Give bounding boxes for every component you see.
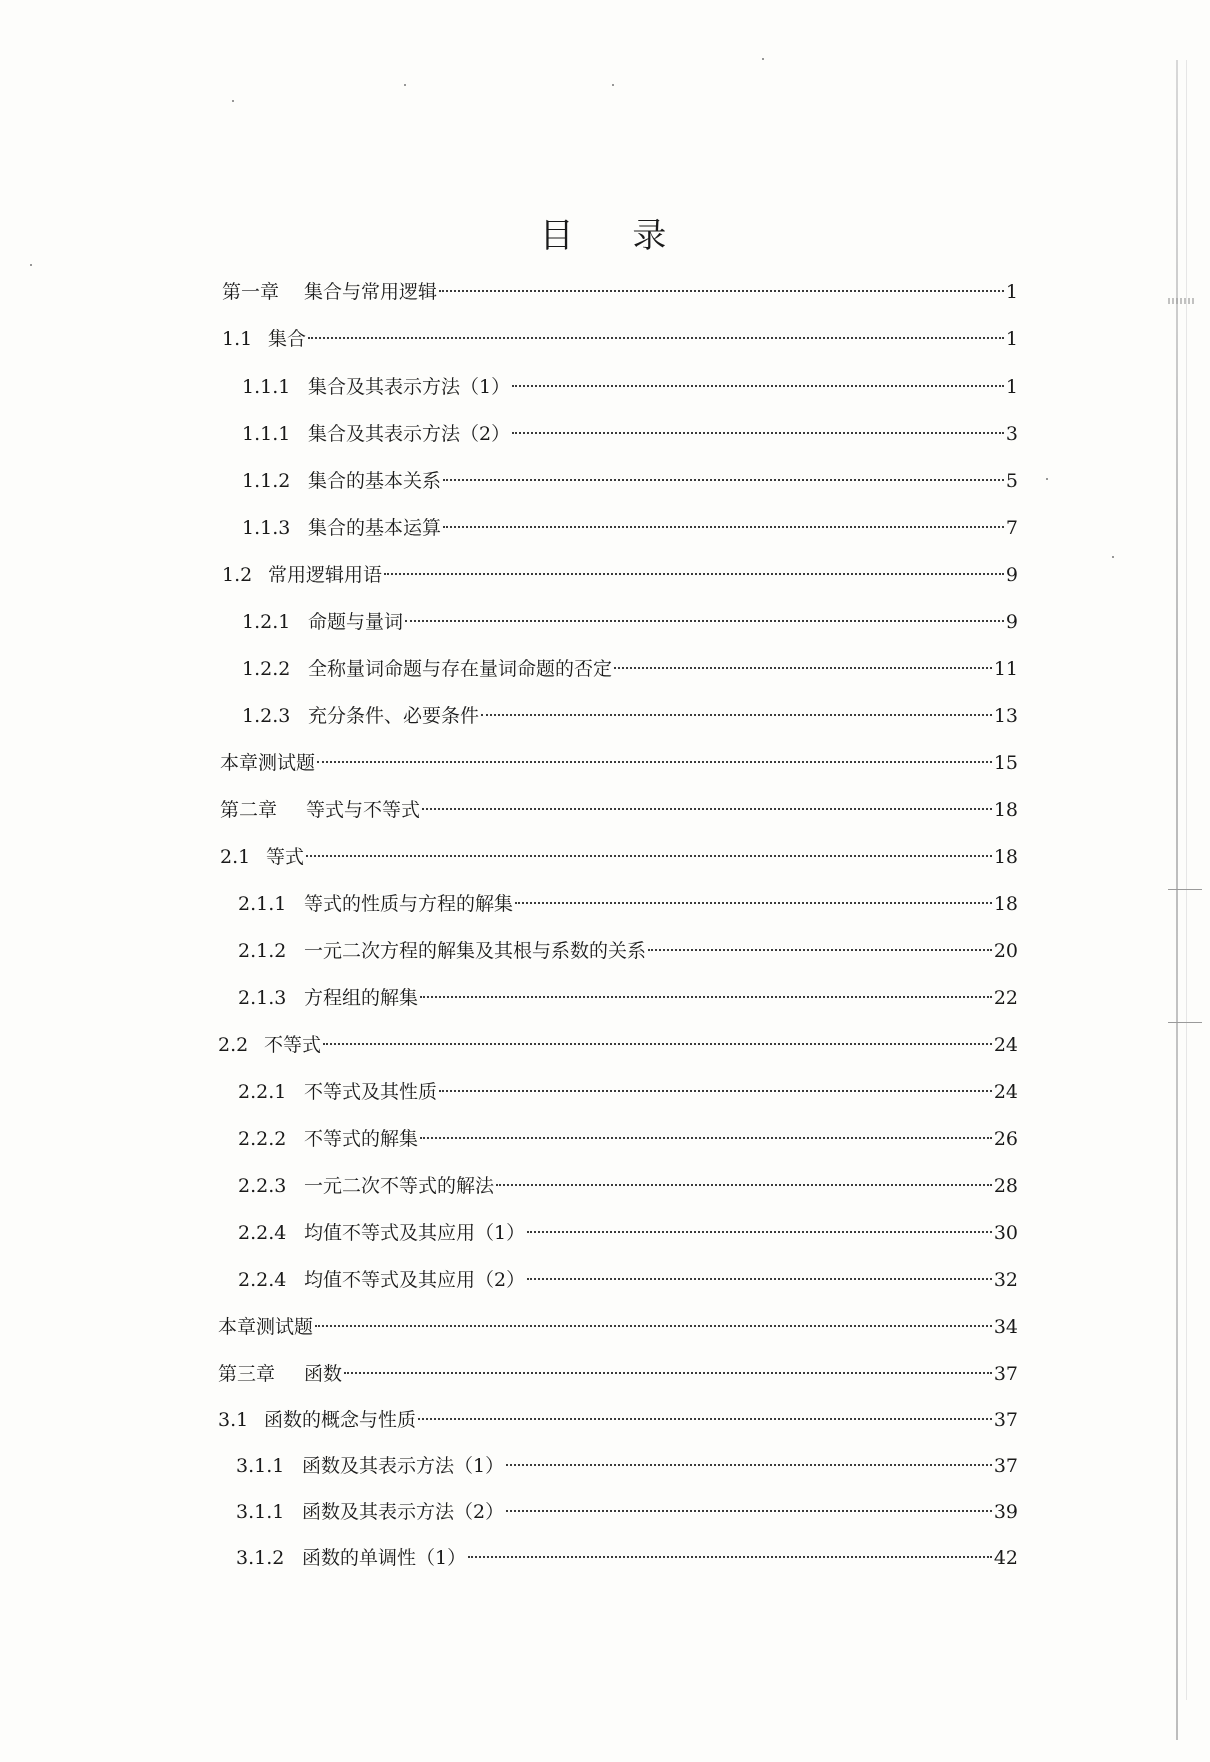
toc-entry: [236, 1498, 1018, 1526]
dot-leader: [418, 1418, 992, 1420]
dot-leader: [420, 1137, 992, 1139]
toc-entry-title: 不等式的解集: [304, 1128, 419, 1150]
toc-entry-title: 等式与不等式: [306, 799, 421, 821]
dot-leader: [481, 714, 992, 716]
toc-entry-number: 3.1: [218, 1409, 249, 1431]
toc-entry-title: 本章测试题: [220, 752, 316, 774]
toc-entry: [218, 1031, 1018, 1059]
toc-entry: [222, 278, 1018, 306]
dot-leader: [317, 761, 992, 763]
toc-entry-number: 3.1.2: [236, 1547, 285, 1569]
dot-leader: [306, 855, 992, 857]
dot-leader: [420, 996, 992, 998]
toc-entry-number: 1.2.3: [242, 705, 291, 727]
dot-leader: [439, 1090, 992, 1092]
toc-entry: [222, 561, 1018, 589]
toc-entry-number: 2.1: [220, 846, 251, 868]
toc-entry-page-number: 24: [993, 1081, 1018, 1103]
toc-entry-page-number: 18: [993, 799, 1018, 821]
toc-entry-page-number: 24: [993, 1034, 1018, 1056]
toc-entry: [242, 373, 1018, 401]
toc-entry-number: 1.1.1: [242, 423, 291, 445]
dot-leader: [527, 1231, 992, 1233]
toc-entry-number: 2.2.2: [238, 1128, 287, 1150]
dot-leader: [648, 949, 992, 951]
scan-artifact: [1168, 889, 1202, 890]
toc-entry-title: 常用逻辑用语: [268, 564, 383, 586]
toc-entry-number: 1.2: [222, 564, 253, 586]
toc-entry-number: 2.2: [218, 1034, 249, 1056]
toc-entry-page-number: 18: [993, 893, 1018, 915]
dot-leader: [344, 1372, 992, 1374]
dot-leader: [308, 337, 1004, 339]
scan-artifact: [1168, 1022, 1202, 1023]
toc-entry-page-number: 1: [1005, 328, 1018, 350]
dot-leader: [422, 808, 992, 810]
toc-entry: [238, 1266, 1018, 1294]
dot-leader: [468, 1556, 992, 1558]
toc-entry-page-number: 39: [993, 1501, 1018, 1523]
toc-entry: [238, 1125, 1018, 1153]
toc-entry-page-number: 20: [993, 940, 1018, 962]
toc-entry-number: 2.1.1: [238, 893, 287, 915]
toc-entry-title: 集合及其表示方法（2）: [308, 423, 511, 445]
dot-leader: [506, 1510, 992, 1512]
dot-leader: [384, 573, 1004, 575]
toc-entry-title: 集合与常用逻辑: [304, 281, 438, 303]
page-edge-line: [1186, 60, 1187, 1700]
toc-entry-page-number: 18: [993, 846, 1018, 868]
toc-entry-number: 2.2.3: [238, 1175, 287, 1197]
toc-entry: [238, 890, 1018, 918]
scan-artifact: [1168, 298, 1196, 304]
toc-entry-number: 2.1.2: [238, 940, 287, 962]
toc-entry-title: 一元二次不等式的解法: [304, 1175, 495, 1197]
toc-entry: [242, 514, 1018, 542]
scan-speck: [30, 264, 32, 266]
toc-entry-title: 集合的基本关系: [308, 470, 442, 492]
dot-leader: [405, 620, 1004, 622]
toc-entry-page-number: 13: [993, 705, 1018, 727]
dot-leader: [512, 432, 1004, 434]
toc-entry: [242, 420, 1018, 448]
toc-entry-title: 一元二次方程的解集及其根与系数的关系: [304, 940, 647, 962]
toc-entry-title: 本章测试题: [218, 1316, 314, 1338]
toc-entry: [242, 467, 1018, 495]
toc-entry-title: 集合及其表示方法（1）: [308, 376, 511, 398]
toc-entry-title: 均值不等式及其应用（1）: [304, 1222, 526, 1244]
dot-leader: [443, 526, 1004, 528]
toc-entry-page-number: 22: [993, 987, 1018, 1009]
toc-entry-title: 不等式: [264, 1034, 322, 1056]
toc-entry-page-number: 26: [993, 1128, 1018, 1150]
toc-entry: [242, 702, 1018, 730]
toc-entry-number: 1.1: [222, 328, 253, 350]
toc-entry-title: 函数的概念与性质: [264, 1409, 417, 1431]
scan-speck: [404, 84, 406, 86]
toc-entry-page-number: 1: [1005, 376, 1018, 398]
toc-entry-title: 全称量词命题与存在量词命题的否定: [308, 658, 613, 680]
toc-entry: [218, 1360, 1018, 1388]
toc-entry: [218, 1406, 1018, 1434]
toc-entry-number: 1.1.1: [242, 376, 291, 398]
toc-entry-number: 3.1.1: [236, 1455, 285, 1477]
toc-entry: [220, 843, 1018, 871]
toc-entry: [238, 984, 1018, 1012]
dot-leader: [515, 902, 992, 904]
toc-entry-number: 1.2.2: [242, 658, 291, 680]
toc-entry-number: 2.2.4: [238, 1269, 287, 1291]
toc-entry-page-number: 15: [993, 752, 1018, 774]
scan-speck: [612, 84, 614, 86]
toc-entry-page-number: 32: [993, 1269, 1018, 1291]
toc-entry-number: 2.2.4: [238, 1222, 287, 1244]
dot-leader: [496, 1184, 992, 1186]
toc-entry-page-number: 3: [1005, 423, 1018, 445]
toc-entry: [218, 1313, 1018, 1341]
toc-entry-title: 方程组的解集: [304, 987, 419, 1009]
toc-entry-page-number: 7: [1005, 517, 1018, 539]
toc-entry-title: 函数及其表示方法（1）: [302, 1455, 505, 1477]
toc-entry-number: 1.1.3: [242, 517, 291, 539]
toc-entry-page-number: 28: [993, 1175, 1018, 1197]
toc-entry-number: 1.1.2: [242, 470, 291, 492]
toc-entry-page-number: 37: [993, 1455, 1018, 1477]
dot-leader: [614, 667, 992, 669]
toc-entry-page-number: 34: [993, 1316, 1018, 1338]
toc-entry-number: 第二章: [220, 799, 278, 821]
toc-entry-number: 第三章: [218, 1363, 276, 1385]
toc-entry-page-number: 1: [1005, 281, 1018, 303]
dot-leader: [512, 385, 1004, 387]
toc-entry-page-number: 30: [993, 1222, 1018, 1244]
toc-entry: [222, 325, 1018, 353]
dot-leader: [323, 1043, 992, 1045]
toc-entry: [238, 937, 1018, 965]
toc-entry-number: 第一章: [222, 281, 280, 303]
toc-entry-page-number: 9: [1005, 564, 1018, 586]
toc-entry: [238, 1078, 1018, 1106]
toc-entry-title: 均值不等式及其应用（2）: [304, 1269, 526, 1291]
toc-entry: [236, 1452, 1018, 1480]
toc-entry-page-number: 5: [1005, 470, 1018, 492]
toc-entry-page-number: 37: [993, 1409, 1018, 1431]
toc-entry: [242, 655, 1018, 683]
toc-entry: [236, 1544, 1018, 1572]
toc-entry-number: 2.1.3: [238, 987, 287, 1009]
scan-speck: [1112, 556, 1114, 558]
toc-entry-number: 2.2.1: [238, 1081, 287, 1103]
toc-entry-title: 函数: [304, 1363, 343, 1385]
toc-entry-title: 函数及其表示方法（2）: [302, 1501, 505, 1523]
toc-entry: [238, 1219, 1018, 1247]
toc-entry-title: 函数的单调性（1）: [302, 1547, 467, 1569]
toc-entry-page-number: 37: [993, 1363, 1018, 1385]
toc-entry-title: 等式: [266, 846, 305, 868]
toc-entry: [220, 796, 1018, 824]
dot-leader: [506, 1464, 992, 1466]
dot-leader: [315, 1325, 992, 1327]
toc-entry: [238, 1172, 1018, 1200]
toc-entry-title: 等式的性质与方程的解集: [304, 893, 514, 915]
toc-entry-title: 命题与量词: [308, 611, 404, 633]
toc-entry-number: 3.1.1: [236, 1501, 285, 1523]
dot-leader: [439, 290, 1004, 292]
dot-leader: [527, 1278, 992, 1280]
page-title: 目 录: [539, 216, 691, 256]
toc-entry: [220, 749, 1018, 777]
toc-entry-title: 集合的基本运算: [308, 517, 442, 539]
dot-leader: [443, 479, 1004, 481]
toc-entry-page-number: 9: [1005, 611, 1018, 633]
toc-entry-page-number: 11: [993, 658, 1018, 680]
page-edge-line: [1176, 60, 1178, 1740]
toc-entry-title: 不等式及其性质: [304, 1081, 438, 1103]
scan-speck: [1046, 478, 1048, 480]
toc-entry-title: 充分条件、必要条件: [308, 705, 480, 727]
scan-speck: [232, 100, 234, 102]
toc-entry-page-number: 42: [993, 1547, 1018, 1569]
toc-entry-number: 1.2.1: [242, 611, 291, 633]
toc-entry-title: 集合: [268, 328, 307, 350]
scan-speck: [762, 58, 764, 60]
toc-entry: [242, 608, 1018, 636]
